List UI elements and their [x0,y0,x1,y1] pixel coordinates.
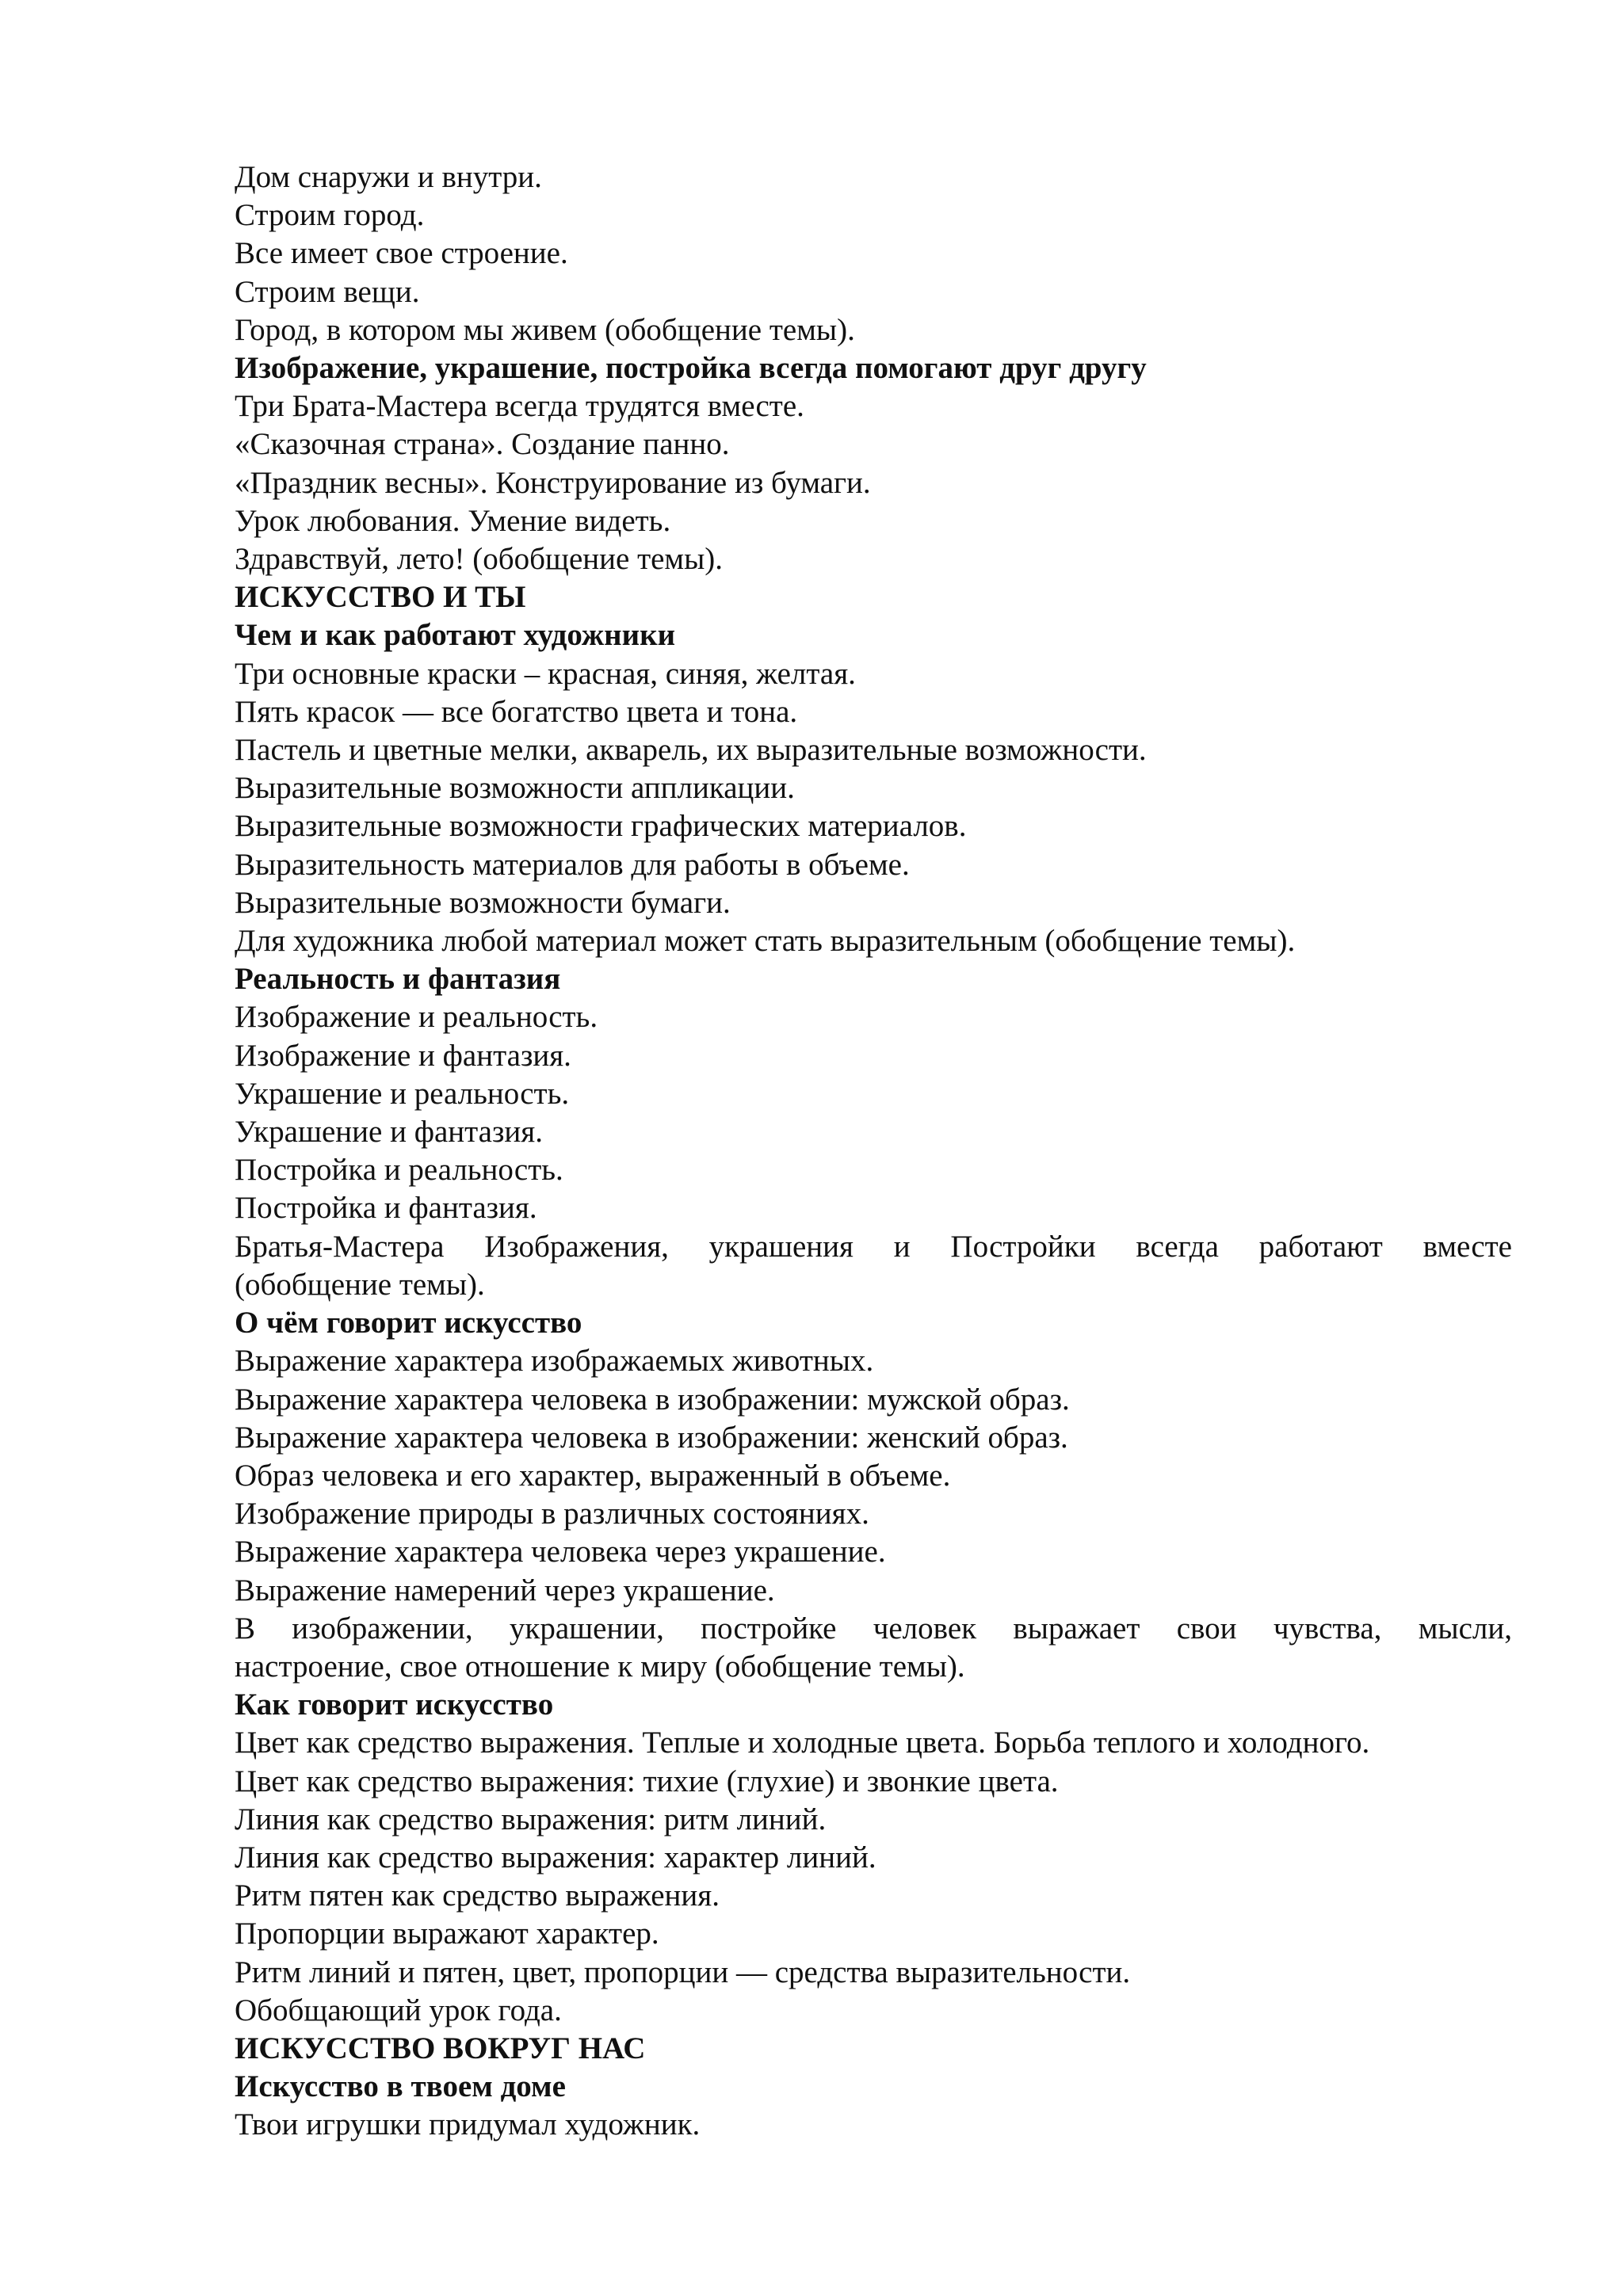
section-heading: Искусство в твоем доме [235,2069,566,2104]
text-line: Выразительные возможности бумаги. [235,885,731,920]
text-line: Изображение и реальность. [235,1000,598,1035]
text-line: Украшение и реальность. [235,1076,570,1111]
text-line: Изображение и фантазия. [235,1038,571,1073]
text-line: Выражение характера человека в изображении: женский образ. [235,1420,1068,1455]
text-line: Все имеет свое строение. [235,236,568,271]
text-line: Обобщающий урок года. [235,1993,562,2027]
text-line: Образ человека и его характер, выраженный в объеме. [235,1458,951,1493]
section-heading: ИСКУССТВО И ТЫ [235,580,526,615]
text-line: Украшение и фантазия. [235,1115,543,1150]
text-line: Ритм пятен как средство выражения. [235,1878,720,1913]
text-line: Цвет как средство выражения: тихие (глухие) и звонкие цвета. [235,1764,1059,1798]
text-line: Здравствуй, лето! (обобщение темы). [235,542,724,577]
section-heading: Чем и как работают художники [235,618,676,653]
text-line: Строим вещи. [235,274,420,309]
text-line: Пастель и цветные мелки, акварель, их выразительные возможности. [235,733,1147,768]
text-line: Три Брата-Мастера всегда трудятся вместе. [235,389,804,424]
document-page [235,158,1512,2145]
text-line: Ритм линий и пятен, цвет, пропорции — средства выразительности. [235,1955,1131,1989]
text-line: Цвет как средство выражения. Теплые и холодные цвета. Борьба теплого и холодного. [235,1726,1370,1760]
text-line: Изображение природы в различных состояниях. [235,1497,869,1531]
text-line: Братья-Мастера Изображения, украшения и Постройки всегда работают вместе [235,1229,1512,1264]
text-line: Пропорции выражают характер. [235,1917,659,1951]
section-heading: ИСКУССТВО ВОКРУГ НАС [235,2031,646,2065]
text-line: Выражение характера человека в изображении: мужской образ. [235,1382,1070,1417]
text-line: Выразительные возможности аппликации. [235,771,795,806]
text-line: Линия как средство выражения: характер линий. [235,1840,876,1875]
text-line: Строим город. [235,198,425,233]
text-line: Выражение характера изображаемых животных. [235,1344,874,1379]
text-line: В изображении, украшении, постройке человек выражает свои чувства, мысли, [235,1611,1512,1646]
text-line: Пять красок — все богатство цвета и тона. [235,694,798,729]
text-line: «Сказочная страна». Создание панно. [235,427,730,462]
text-line: настроение, свое отношение к миру (обобщение темы). [235,1649,965,1684]
text-line: Выразительные возможности графических материалов. [235,809,967,844]
text-line: «Праздник весны». Конструирование из бумаги. [235,465,871,500]
section-heading: О чём говорит искусство [235,1306,582,1341]
text-line: Выражение намерений через украшение. [235,1573,775,1608]
text-line: Выразительность материалов для работы в объеме. [235,847,910,882]
text-line: Постройка и реальность. [235,1153,563,1188]
section-heading: Как говорит искусство [235,1688,554,1722]
section-heading: Реальность и фантазия [235,962,561,997]
text-line: Урок любования. Умение видеть. [235,503,671,538]
text-line: Дом снаружи и внутри. [235,160,542,194]
text-line: Город, в котором мы живем (обобщение темы). [235,312,855,347]
text-line: Для художника любой материал может стать выразительным (обобщение темы). [235,924,1296,959]
text-line: Три основные краски – красная, синяя, желтая. [235,656,856,691]
text-line: Постройка и фантазия. [235,1191,537,1226]
section-heading: Изображение, украшение, постройка всегда помогают друг другу [235,351,1147,386]
text-line: Линия как средство выражения: ритм линий. [235,1802,827,1836]
text-line: Выражение характера человека через украшение. [235,1535,886,1569]
text-line: Твои игрушки придумал художник. [235,2107,701,2142]
text-line: (обобщение темы). [235,1267,485,1302]
